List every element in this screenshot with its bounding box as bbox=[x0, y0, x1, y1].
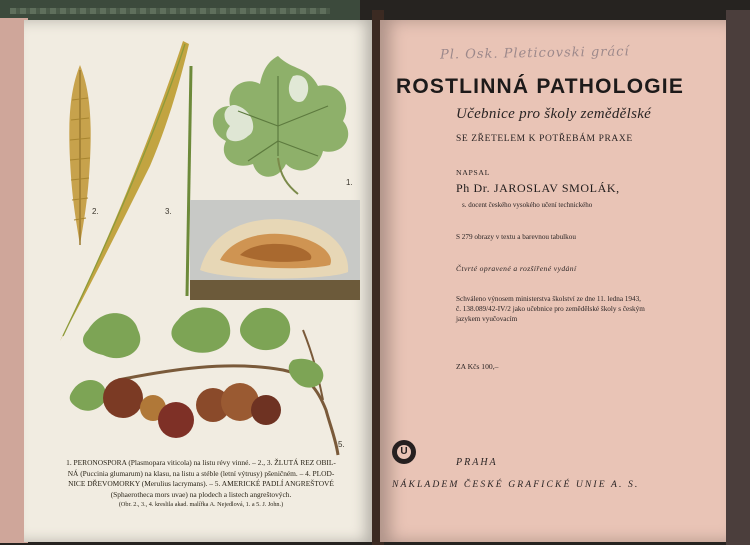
author-name: Ph Dr. JAROSLAV SMOLÁK, bbox=[456, 181, 620, 195]
figure-number-2: 2. bbox=[92, 207, 99, 216]
caption-line: 1. PERONOSPORA (Plasmopara viticola) na listu révy vinné. – 2., 3. ŽLUTÁ REZ OBIL- bbox=[66, 458, 336, 467]
price: ZA Kčs 100,– bbox=[456, 362, 499, 371]
illustration-count: S 279 obrazy v textu a barevnou tabulkou bbox=[456, 233, 576, 241]
edition-note: Čtvrté opravené a rozšířené vydání bbox=[456, 264, 577, 273]
grape-leaf-illustration bbox=[198, 46, 358, 196]
figure-number-1: 1. bbox=[346, 178, 353, 187]
author-role: s. docent českého vysokého učení technického bbox=[462, 201, 593, 209]
figure-number-5: 5. bbox=[338, 440, 345, 449]
figure-number-3: 3. bbox=[165, 207, 172, 216]
book-cover-spine bbox=[0, 0, 360, 22]
book-title: ROSTLINNÁ PATHOLOGIE bbox=[396, 75, 685, 98]
approval-line: č. 138.089/42-IV/2 jako učebnice pro zemědělské školy s českým bbox=[456, 304, 645, 313]
book-subtitle-secondary: SE ZŘETELEM K POTŘEBÁM PRAXE bbox=[456, 134, 633, 144]
dry-rot-fungus-illustration bbox=[190, 200, 360, 300]
publisher-logo-letter: U bbox=[397, 445, 411, 459]
approval-line: jazykem vyučovacím bbox=[456, 314, 518, 323]
publisher-logo-icon bbox=[392, 440, 416, 464]
caption-line: (Sphaerotheca mors uvae) na plodech a listech angreštových. bbox=[110, 489, 292, 499]
publisher-name: NÁKLADEM ČESKÉ GRAFICKÉ UNIE A. S. bbox=[392, 479, 640, 490]
plate-caption bbox=[36, 458, 366, 509]
handwritten-inscription: Pl. Osk. Pleticovski grácí bbox=[439, 44, 630, 63]
approval-note bbox=[456, 295, 686, 324]
caption-line: NICE DŘEVOMORKY (Merulius lacrymans). – 5. AMERICKÉ PADLÍ ANGREŠTOVÉ bbox=[68, 479, 334, 488]
author-prefix: NAPSAL bbox=[456, 168, 490, 177]
caption-note: (Obr. 2., 3., 4. kreslila akad. malířka A. Nejedlová, 1. a 5. J. John.) bbox=[118, 501, 284, 508]
gooseberry-branch-illustration bbox=[68, 300, 348, 460]
cover-edge-right bbox=[726, 10, 750, 545]
publication-city: PRAHA bbox=[456, 457, 498, 468]
caption-line: NÁ (Puccinia glumarum) na klasu, na listu a stéble (letní výtrusy) pšeničném. – 4. PLOD- bbox=[67, 468, 335, 478]
book-subtitle: Učebnice pro školy zemědělské bbox=[456, 106, 652, 122]
approval-line: Schváleno výnosem ministerstva školství ze dne 11. ledna 1943, bbox=[456, 295, 641, 303]
